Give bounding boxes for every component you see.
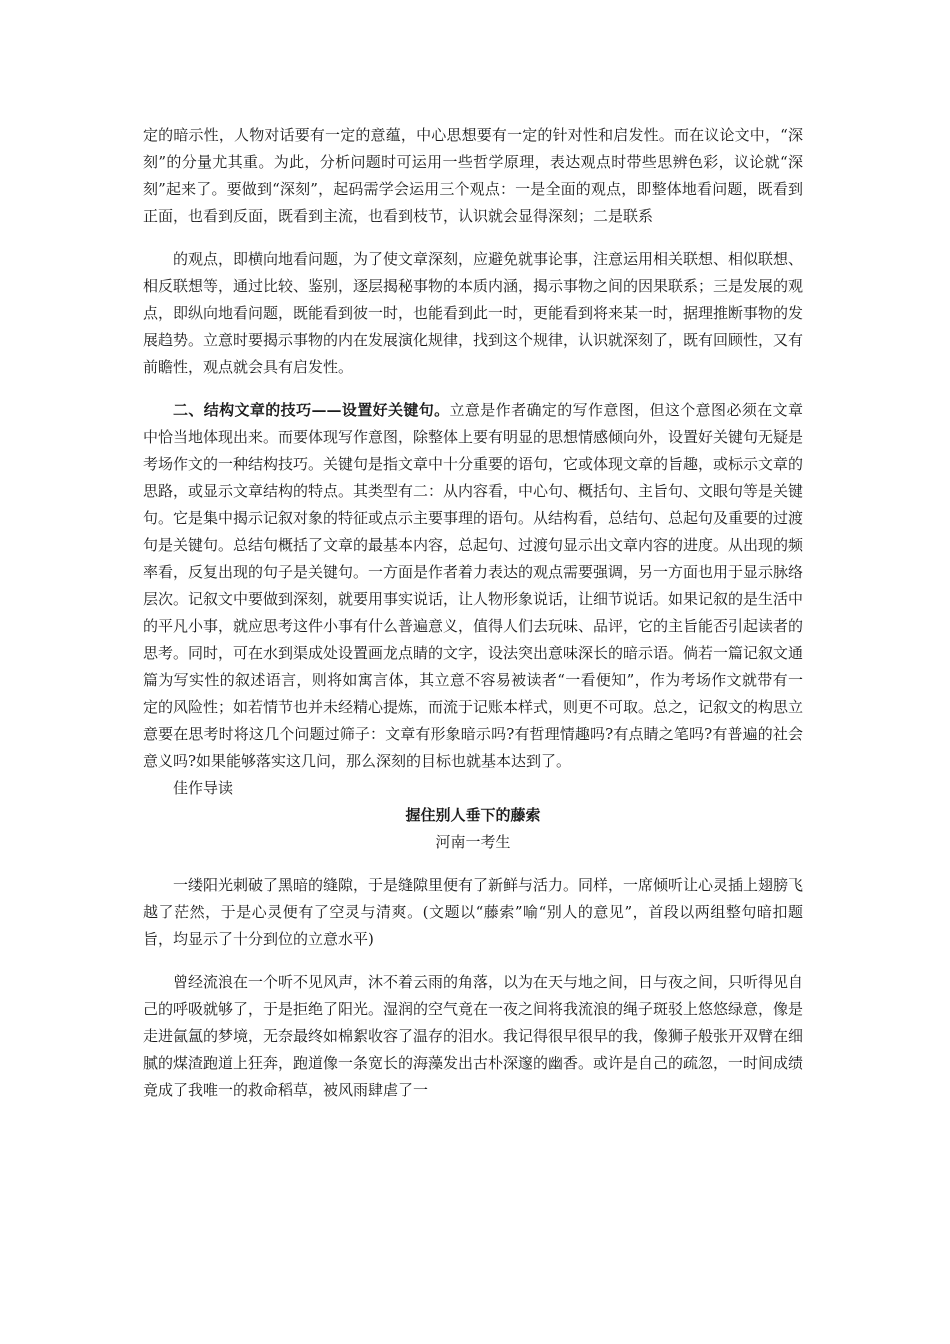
document-page — [143, 122, 803, 1104]
section-heading-structure: 二、结构文章的技巧——设置好关键句。 — [173, 401, 450, 419]
section-label-reading: 佳作导读 — [173, 779, 234, 797]
paragraph-key-sentences-body: 立意是作者确定的写作意图，但这个意图必须在文章中恰当地体现出来。而要体现写作意图，除整体上要有明显的思想情感倾向外，设置好关键句无疑是考场作文的一种结构技巧。关键句是指文章中十分重要的语句，它或体现文章的旨趣，或标示文章的思路，或显示文章结构的特点。其类型有二：从内容看，中心句、概括句、主旨句、文眼句等是关键句。它是集中揭示记叙对象的特征或点示主要事理的语句。从结构看，总结句、总起句及重要的过渡句是关键句。总结句概括了文章的最基本内容，总起句、过渡句显示出文章内容的进度。从出现的频率看，反复出现的句子是关键句。一方面是作者着力表达的观点需要强调，另一方面也用于显示脉络层次。记叙文中要做到深刻，就要用事实说话，让人物形象说话，让细节说话。如果记叙的是生活中的平凡小事，就应思考这件小事有什么普遍意义，值得人们去玩味、品评，它的主旨能否引起读者的思考。同时，可在水到渠成处设置画龙点睛的文字，设法突出意味深长的暗示语。倘若一篇记叙文通篇为写实性的叙述语言，则将如寓言体，其立意不容易被读者“一看便知”，作为考场作文就带有一定的风险性；如若情节也并未经精心提炼，而流于记账本样式，则更不可取。总之，记叙文的构思立意要在思考时将这几个问题过筛子：文章有形象暗示吗?有哲理情趣吗?有点睛之笔吗?有普遍的社会意义吗?如果能够落实这几问，那么深刻的目标也就基本达到了。 — [143, 401, 804, 770]
paragraph-connection-viewpoint: 的观点，即横向地看问题，为了使文章深刻，应避免就事论事，注意运用相关联想、相似联想、相反联想等，通过比较、鉴别，逐层揭秘事物的本质内涵，揭示事物之间的因果联系；三是发展的观点，即纵向地看问题，既能看到彼一时，也能看到此一时，更能看到将来某一时，据理推断事物的发展趋势。立意时要揭示事物的内在发展演化规律，找到这个规律，认识就深刻了，既有回顾性，又有前瞻性，观点就会具有启发性。 — [143, 250, 804, 376]
essay-title: 握住别人垂下的藤索 — [405, 806, 541, 824]
essay-paragraph-opening: 一缕阳光刺破了黑暗的缝隙，于是缝隙里便有了新鲜与活力。同样，一席倾听让心灵插上翅膀飞越了茫然，于是心灵便有了空灵与清爽。(文题以“藤索”喻“别人的意见”，首段以两组整句暗扣题旨，均显示了十分到位的立意水平) — [143, 876, 804, 948]
paragraph-depth-viewpoints: 定的暗示性，人物对话要有一定的意蕴，中心思想要有一定的针对性和启发性。而在议论文中，“深刻”的分量尤其重。为此，分析问题时可运用一些哲学原理，表达观点时带些思辨色彩，议论就“深刻”起来了。要做到“深刻”，起码需学会运用三个观点：一是全面的观点，即整体地看问题，既看到正面，也看到反面，既看到主流，也看到枝节，认识就会显得深刻；二是联系 — [143, 126, 803, 225]
essay-author: 河南一考生 — [435, 833, 511, 851]
paragraph-key-sentences — [143, 397, 803, 775]
essay-paragraph-wandering: 曾经流浪在一个听不见风声，沐不着云雨的角落，以为在天与地之间，日与夜之间，只听得见自己的呼吸就够了，于是拒绝了阳光。湿润的空气竟在一夜之间将我流浪的绳子斑驳上悠悠绿意，像是走进氤氲的梦境，无奈最终如棉絮收容了温存的泪水。我记得很早很早的我，像狮子般张开双臂在细腻的煤渣跑道上狂奔，跑道像一条宽长的海藻发出古朴深邃的幽香。或许是自己的疏忽，一时间成绩竟成了我唯一的救命稻草，被风雨肆虐了一 — [143, 973, 804, 1099]
